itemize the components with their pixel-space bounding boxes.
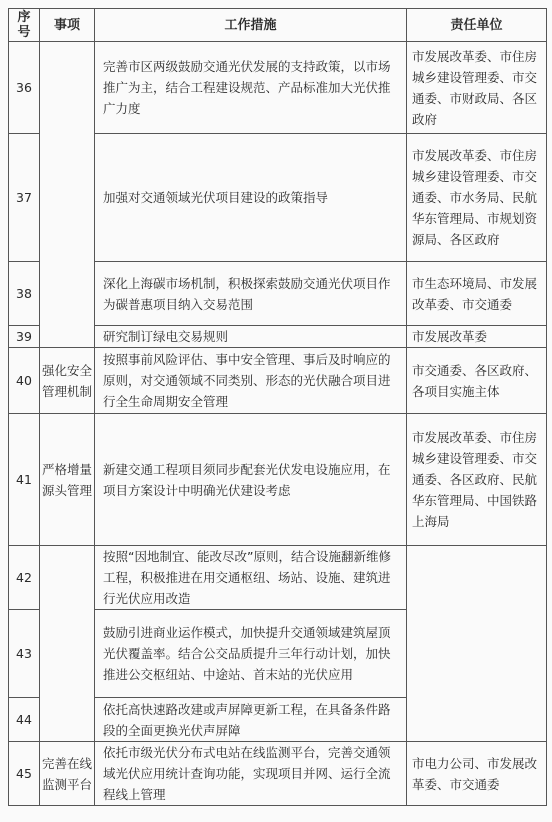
table-header-row: [9, 9, 547, 42]
row-num: 42: [9, 546, 40, 610]
row-measure: 研究制订绿电交易规则: [95, 326, 407, 348]
row-item: 完善在线监测平台: [40, 742, 95, 806]
row-measure: 新建交通工程项目须同步配套光伏发电设施应用，在项目方案设计中明确光伏建设考虑: [95, 414, 407, 546]
row-item: 强化安全管理机制: [40, 348, 95, 414]
row-measure: 完善市区两级鼓励交通光伏发展的支持政策，以市场推广为主，结合工程建设规范、产品标准加大光伏推广力度: [95, 42, 407, 134]
row-unit: 市发展改革委: [407, 326, 547, 348]
table-row: [9, 348, 547, 414]
table-row: [9, 546, 547, 610]
row-num: 43: [9, 610, 40, 698]
row-measure: 加强对交通领域光伏项目建设的政策指导: [95, 134, 407, 262]
row-unit: 市交通委、各区政府、各项目实施主体: [407, 348, 547, 414]
row-num: 38: [9, 262, 40, 326]
row-unit: 市发展改革委、市住房城乡建设管理委、市交通委、市财政局、各区政府: [407, 42, 547, 134]
row-num: 45: [9, 742, 40, 806]
header-num-label: 序号: [17, 10, 31, 40]
row-num: 41: [9, 414, 40, 546]
header-measure: 工作措施: [95, 9, 407, 42]
row-unit: 市电力公司、市发展改革委、市交通委: [407, 742, 547, 806]
row-item: 严格增量源头管理: [40, 414, 95, 546]
table-row: [9, 42, 547, 134]
table-row: [9, 742, 547, 806]
row-measure: 依托高快速路改建或声屏障更新工程，在具备条件路段的全面更换光伏声屏障: [95, 698, 407, 742]
row-num: 44: [9, 698, 40, 742]
table-row: [9, 414, 547, 546]
row-measure: 深化上海碳市场机制，积极探索鼓励交通光伏项目作为碳普惠项目纳入交易范围: [95, 262, 407, 326]
row-num: 36: [9, 42, 40, 134]
header-unit: 责任单位: [407, 9, 547, 42]
row-num: 39: [9, 326, 40, 348]
row-item-empty: [40, 42, 95, 348]
row-measure: 鼓励引进商业运作模式，加快提升交通领域建筑屋顶光伏覆盖率。结合公交品质提升三年行动计划，加快推进公交枢纽站、中途站、首末站的光伏应用: [95, 610, 407, 698]
header-num: [9, 9, 40, 42]
measures-table: [8, 8, 547, 806]
row-unit: 市发展改革委、市住房城乡建设管理委、市交通委、各区政府、民航华东管理局、中国铁路上海局: [407, 414, 547, 546]
row-unit: [407, 546, 547, 742]
row-item: [40, 546, 95, 742]
header-item: 事项: [40, 9, 95, 42]
row-measure: 按照事前风险评估、事中安全管理、事后及时响应的原则，对交通领域不同类别、形态的光伏融合项目进行全生命周期安全管理: [95, 348, 407, 414]
row-unit: 市发展改革委、市住房城乡建设管理委、市交通委、市水务局、民航华东管理局、市规划资源局、各区政府: [407, 134, 547, 262]
row-num: 40: [9, 348, 40, 414]
row-measure: 按照“因地制宜、能改尽改”原则，结合设施翻新维修工程，积极推进在用交通枢纽、场站、设施、建筑进行光伏应用改造: [95, 546, 407, 610]
row-unit: 市生态环境局、市发展改革委、市交通委: [407, 262, 547, 326]
row-measure: 依托市级光伏分布式电站在线监测平台，完善交通领域光伏应用统计查询功能，实现项目并网、运行全流程线上管理: [95, 742, 407, 806]
row-num: 37: [9, 134, 40, 262]
